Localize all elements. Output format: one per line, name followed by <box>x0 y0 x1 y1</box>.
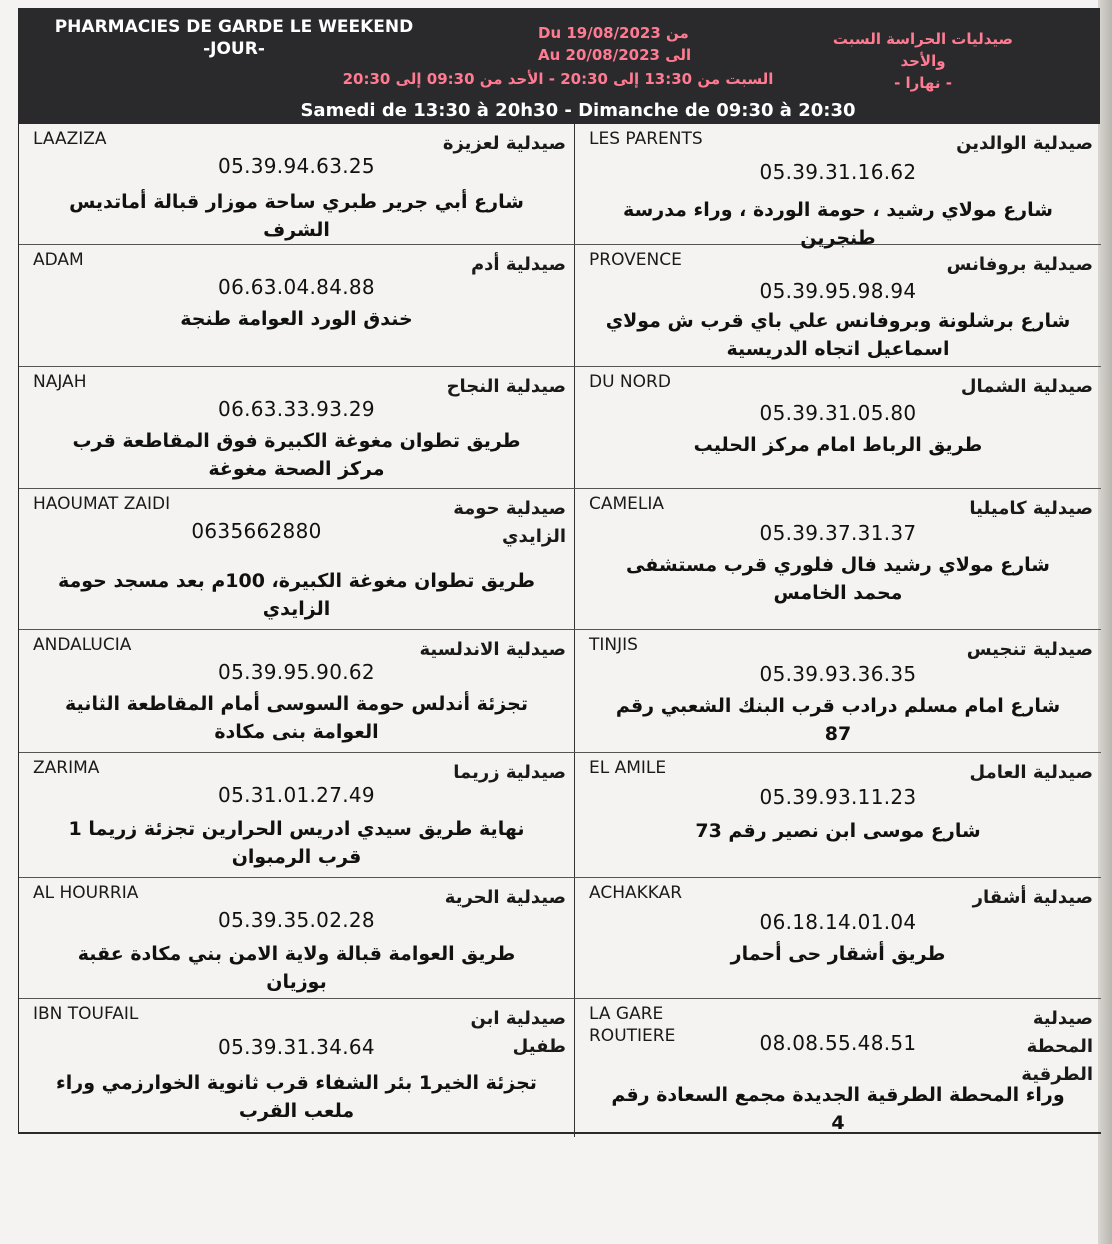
pharmacy-name-ar: صيدلية العامل <box>969 762 1093 783</box>
pharmacy-address: شارع برشلونة وبروفانس علي باي قرب ش مولاي اسماعيل اتجاه الدريسية <box>605 310 1071 360</box>
pharmacy-card <box>19 367 575 488</box>
pharmacy-phone: 05.39.31.34.64 <box>218 1035 375 1059</box>
pharmacy-address: وراء المحطة الطرقية الجديدة مجمع السعادة رقم 4 <box>611 1084 1065 1134</box>
pharmacy-name-fr: PROVENCE <box>589 250 682 270</box>
pharmacy-card <box>19 753 575 877</box>
pharmacy-phone: 0635662880 <box>191 519 322 543</box>
pharmacy-card <box>575 878 1101 998</box>
pharmacy-name-fr: ZARIMA <box>33 758 100 778</box>
pharmacy-address: نهاية طريق سيدي ادريس الحرارين تجزئة زريما 1 قرب الرمبوان <box>68 818 525 868</box>
pharmacy-name-fr: TINJIS <box>589 635 638 655</box>
pharmacy-phone: 05.39.94.63.25 <box>218 154 375 178</box>
pharmacy-address: طريق العوامة قبالة ولاية الامن بني مكادة عقبة بوزيان <box>77 943 516 993</box>
pharmacy-name-ar: صيدلية المحطة الطرقية <box>1021 1008 1093 1085</box>
title-ar-line2: - نهارا - <box>894 74 952 92</box>
pharmacy-name-ar: صيدلية أدم <box>470 254 566 275</box>
pharmacy-phone: 05.39.95.90.62 <box>218 660 375 684</box>
pharmacy-name-fr: LA GARE ROUTIERE <box>589 1004 676 1046</box>
pharmacy-phone: 08.08.55.48.51 <box>759 1031 917 1055</box>
hours-fr: Samedi de 13:30 à 20h30 - Dimanche de 09:30 à 20:30 <box>300 100 856 121</box>
pharmacy-name-fr: LES PARENTS <box>589 129 703 149</box>
pharmacy-phone: 05.39.35.02.28 <box>218 908 375 932</box>
pharmacy-card <box>575 245 1101 366</box>
title-fr-line2: -JOUR- <box>203 39 265 59</box>
title-ar <box>808 28 1038 94</box>
pharmacy-phone: 05.39.93.36.35 <box>759 662 917 686</box>
pharmacy-phone: 06.18.14.01.04 <box>759 910 917 934</box>
pharmacy-phone: 05.39.31.16.62 <box>759 160 917 184</box>
table-row <box>19 753 1101 878</box>
pharmacy-phone: 05.39.37.31.37 <box>759 521 917 545</box>
pharmacy-phone: 05.31.01.27.49 <box>218 783 375 807</box>
pharmacy-address: خندق الورد العوامة طنجة <box>180 308 413 330</box>
date-range <box>538 22 698 66</box>
pharmacy-card <box>19 489 575 629</box>
pharmacy-grid <box>18 124 1101 1134</box>
pharmacy-name-fr: HAOUMAT ZAIDI <box>33 494 171 514</box>
pharmacy-card <box>19 630 575 752</box>
pharmacy-name-ar: صيدلية الوالدين <box>956 133 1093 154</box>
pharmacy-name-ar: صيدلية الشمال <box>960 376 1093 397</box>
title-ar-line1: صيدليات الحراسة السبت والأحد <box>832 30 1014 70</box>
pharmacy-card <box>575 630 1101 752</box>
table-row <box>19 630 1101 753</box>
pharmacy-phone: 05.39.93.11.23 <box>759 785 917 809</box>
pharmacy-address: تجزئة أندلس حومة السوسى أمام المقاطعة الثانية العوامة بنى مكادة <box>65 693 528 743</box>
pharmacy-phone: 06.63.04.84.88 <box>218 275 375 299</box>
pharmacy-schedule-sheet <box>18 8 1100 1136</box>
pharmacy-name-ar: صيدلية بروفانس <box>946 254 1093 275</box>
table-row <box>19 878 1101 999</box>
pharmacy-card <box>575 367 1101 488</box>
pharmacy-name-fr: NAJAH <box>33 372 87 392</box>
table-row <box>19 999 1101 1137</box>
pharmacy-name-ar: صيدلية حومة الزايدي <box>453 498 566 547</box>
table-row <box>19 124 1101 249</box>
pharmacy-card <box>575 489 1101 629</box>
pharmacy-address: طريق تطوان مغوغة الكبيرة، 100م بعد مسجد حومة الزايدي <box>57 570 536 620</box>
pharmacy-name-ar: صيدلية النجاح <box>446 376 566 397</box>
pharmacy-address: تجزئة الخير1 بئر الشفاء قرب ثانوية الخوارزمي وراء ملعب القرب <box>56 1072 537 1122</box>
pharmacy-name-fr: CAMELIA <box>589 494 665 514</box>
date-from: Du 19/08/2023 من <box>538 24 689 42</box>
pharmacy-address: شارع امام مسلم درادب قرب البنك الشعبي رقم 87 <box>615 695 1061 745</box>
pharmacy-name-fr: ADAM <box>33 250 84 270</box>
pharmacy-name-fr: IBN TOUFAIL <box>33 1004 139 1024</box>
date-to: Au 20/08/2023 الى <box>538 46 692 64</box>
pharmacy-phone: 05.39.31.05.80 <box>759 401 917 425</box>
pharmacy-name-ar: صيدلية أشقار <box>972 887 1093 908</box>
pharmacy-address: طريق تطوان مغوغة الكبيرة فوق المقاطعة قرب مركز الصحة مغوغة <box>72 430 521 480</box>
pharmacy-phone: 05.39.95.98.94 <box>759 279 917 303</box>
pharmacy-name-ar: صيدلية لعزيزة <box>442 133 566 154</box>
pharmacy-name-ar: صيدلية تنجيس <box>966 639 1093 660</box>
table-row <box>19 367 1101 489</box>
pharmacy-name-fr: EL AMILE <box>589 758 667 778</box>
pharmacy-card <box>575 753 1101 877</box>
pharmacy-name-fr: DU NORD <box>589 372 671 392</box>
pharmacy-card <box>19 124 575 244</box>
pharmacy-card <box>19 999 575 1137</box>
pharmacy-name-fr: ACHAKKAR <box>589 883 683 903</box>
pharmacy-name-fr: AL HOURRIA <box>33 883 139 903</box>
pharmacy-name-ar: صيدلية الاندلسية <box>419 639 566 660</box>
pharmacy-address: شارع مولاي رشيد فال فلوري قرب مستشفى محمد الخامس <box>626 554 1050 604</box>
pharmacy-address: شارع مولاي رشيد ، حومة الوردة ، وراء مدرسة طنجرين <box>623 199 1053 249</box>
header-banner <box>18 8 1100 124</box>
pharmacy-name-ar: صيدلية كاميليا <box>969 498 1093 519</box>
pharmacy-address: طريق أشقار حى أحمار <box>730 943 946 965</box>
pharmacy-card <box>19 245 575 366</box>
pharmacy-address: شارع موسى ابن نصير رقم 73 <box>695 820 981 842</box>
pharmacy-name-ar: صيدلية ابن طفيل <box>470 1008 566 1057</box>
title-fr <box>54 16 414 60</box>
pharmacy-address: طريق الرباط امام مركز الحليب <box>693 434 983 456</box>
table-row <box>19 489 1101 630</box>
pharmacy-name-fr: LAAZIZA <box>33 129 107 149</box>
title-fr-line1: PHARMACIES DE GARDE LE WEEKEND <box>54 17 414 37</box>
pharmacy-phone: 06.63.33.93.29 <box>218 397 375 421</box>
pharmacy-card <box>575 999 1101 1137</box>
pharmacy-name-ar: صيدلية زريما <box>453 762 566 783</box>
pharmacy-card <box>19 878 575 998</box>
pharmacy-name-fr: ANDALUCIA <box>33 635 132 655</box>
pharmacy-name-ar: صيدلية الحرية <box>444 887 566 908</box>
hours-ar: السبت من 13:30 إلى 20:30 - الأحد من 09:30 إلى 20:30 <box>342 70 774 88</box>
pharmacy-card <box>575 124 1101 249</box>
pharmacy-address: شارع أبي جرير طبري ساحة موزار قبالة أماتديس الشرف <box>69 191 524 241</box>
table-row <box>19 245 1101 367</box>
